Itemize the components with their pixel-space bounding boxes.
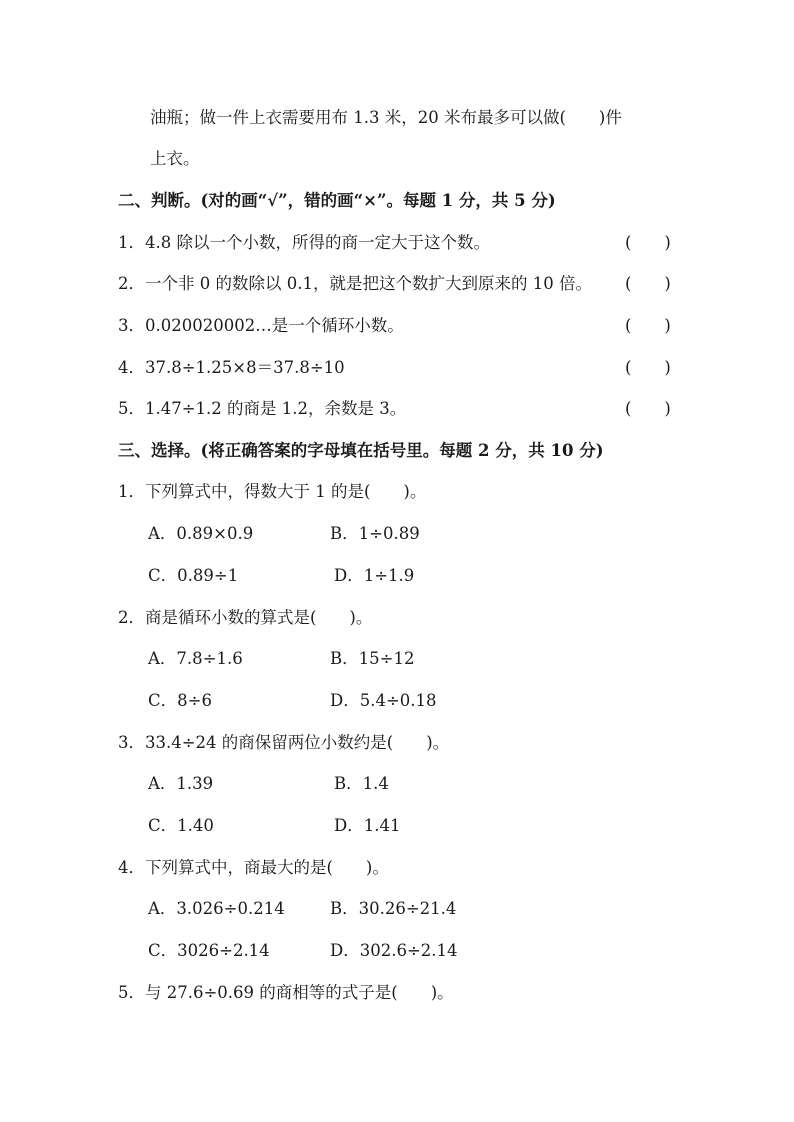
choice-4-option-b[interactable]: B．30.26÷21.4 (330, 899, 457, 918)
choice-question-3-stem: 3．33.4÷24 的商保留两位小数约是( )。 (118, 733, 450, 752)
choice-4-option-a[interactable]: A．3.026÷0.214 (148, 899, 285, 918)
judge-item-4: 4．37.8÷1.25×8＝37.8÷10 (118, 358, 345, 377)
judge-item-1: 1．4.8 除以一个小数，所得的商一定大于这个数。 (118, 233, 490, 252)
judge-item-2: 2．一个非 0 的数除以 0.1，就是把这个数扩大到原来的 10 倍。 (118, 274, 592, 293)
judge-item-5: 5．1.47÷1.2 的商是 1.2，余数是 3。 (118, 399, 407, 418)
choice-question-2-stem: 2．商是循环小数的算式是( )。 (118, 608, 373, 627)
choice-1-option-a[interactable]: A．0.89×0.9 (148, 524, 254, 543)
choice-2-option-a[interactable]: A．7.8÷1.6 (148, 649, 243, 668)
choice-3-option-c[interactable]: C．1.40 (148, 816, 214, 835)
choice-question-5-stem: 5．与 27.6÷0.69 的商相等的式子是( )。 (118, 983, 454, 1002)
choice-4-option-d[interactable]: D．302.6÷2.14 (330, 941, 458, 960)
judge-answer-blank-3[interactable]: ( ) (625, 316, 671, 335)
choice-2-option-c[interactable]: C．8÷6 (148, 691, 212, 710)
choice-1-option-d[interactable]: D．1÷1.9 (334, 566, 415, 585)
choice-question-1-stem: 1．下列算式中，得数大于 1 的是( )。 (118, 482, 427, 501)
choice-1-option-b[interactable]: B．1÷0.89 (330, 524, 420, 543)
carryover-line-1: 油瓶；做一件上衣需要用布 1.3 米，20 米布最多可以做( )件 (150, 108, 622, 127)
choice-2-option-b[interactable]: B．15÷12 (330, 649, 415, 668)
section-3-heading: 三、选择。(将正确答案的字母填在括号里。每题 2 分，共 10 分) (118, 441, 604, 460)
choice-1-option-c[interactable]: C．0.89÷1 (148, 566, 239, 585)
section-2-heading: 二、判断。(对的画“√”，错的画“×”。每题 1 分，共 5 分) (118, 191, 556, 210)
carryover-line-2: 上衣。 (150, 149, 200, 168)
choice-3-option-b[interactable]: B．1.4 (334, 774, 389, 793)
judge-item-3: 3．0.020020002…是一个循环小数。 (118, 316, 404, 335)
choice-4-option-c[interactable]: C．3026÷2.14 (148, 941, 270, 960)
choice-2-option-d[interactable]: D．5.4÷0.18 (330, 691, 437, 710)
judge-answer-blank-4[interactable]: ( ) (625, 358, 671, 377)
choice-3-option-a[interactable]: A．1.39 (148, 774, 214, 793)
judge-answer-blank-1[interactable]: ( ) (625, 233, 671, 252)
choice-question-4-stem: 4．下列算式中，商最大的是( )。 (118, 858, 389, 877)
judge-answer-blank-2[interactable]: ( ) (625, 274, 671, 293)
judge-answer-blank-5[interactable]: ( ) (625, 399, 671, 418)
choice-3-option-d[interactable]: D．1.41 (334, 816, 401, 835)
